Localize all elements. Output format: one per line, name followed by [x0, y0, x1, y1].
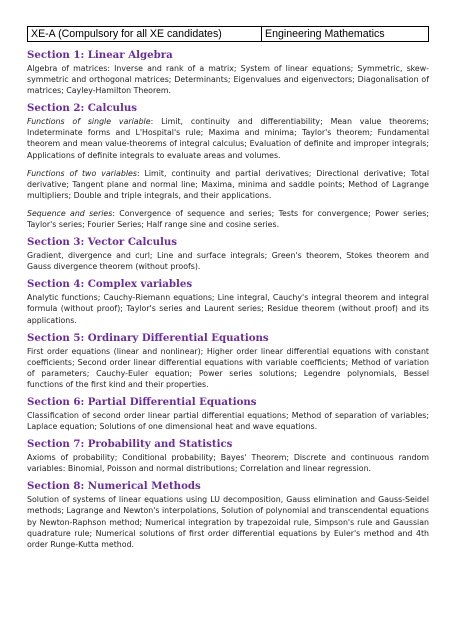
section-linear-algebra	[27, 48, 429, 96]
paragraph-text: : Limit, continuity and differentiability; Mean value theorems; Indeterminate forms and L'Hospital's rule; Maxima and minima; Taylor's theorem; Fundamental theorem and mean value-theorems of integral calculus; Evaluation of definite and improper integrals; Applications of definite integrals to evaluate areas and volumes.	[27, 117, 430, 160]
section-paragraph	[27, 410, 429, 432]
section-paragraph	[27, 346, 429, 390]
section-paragraph	[27, 250, 429, 272]
section-numerical-methods	[27, 479, 429, 549]
section-paragraph	[27, 168, 429, 201]
section-paragraph	[27, 292, 429, 325]
section-paragraph	[27, 116, 429, 160]
section-title: Section 3: Vector Calculus	[27, 236, 178, 249]
section-title: Section 1: Linear Algebra	[27, 49, 173, 61]
paragraph-lead: Functions of two variables	[27, 168, 137, 178]
paragraph-lead: Sequence and series	[27, 208, 113, 218]
section-paragraph	[27, 494, 429, 549]
paragraph-text: First order equations (linear and nonlinear); Higher order linear differential equations with constant coefficients; Second order linear differential equations with variable coefficients; Method of variation of parameters; Cauchy-Euler equation; Power series solutions; Legendre polynomials, Bessel functions of the first kind and their properties.	[27, 346, 429, 389]
paragraph-text: Analytic functions; Cauchy-Riemann equations; Line integral, Cauchy's integral theorem and integral formula (without proof); Taylor's series and Laurent series; Residue theorem (without proof) and its applications.	[27, 293, 429, 325]
section-vector-calculus	[27, 235, 429, 272]
section-title: Section 2: Calculus	[27, 102, 137, 115]
section-paragraph	[27, 452, 429, 474]
paragraph-text: : Limit, continuity and partial derivatives; Directional derivative; Total derivative; Tangent plane and normal line; Maxima, minima and saddle points; Method of Lagrange multipliers; Double and triple integrals, and their applications.	[27, 168, 429, 200]
section-title: Section 5: Ordinary Differential Equations	[27, 331, 269, 344]
paragraph-text: : Convergence of sequence and series; Tests for convergence; Power series; Taylor's series; Fourier Series; Half range sine and cosine series.	[27, 208, 429, 230]
header-paper-code: XE-A (Compulsory for all XE candidates)	[28, 27, 262, 41]
paragraph-text: Solution of systems of linear equations using LU decomposition, Gauss elimination and Gauss-Seidel methods; Lagrange and Newton's interpolations, Solution of polynomial and transcendental equations by Newton-Raphson method; Numerical integration by trapezoidal rule, Simpson's rule and Gaussian quadrature rule; Numerical solutions of first order differential equations by Euler's method and 4th order Runge-Kutta method.	[27, 495, 429, 549]
header-table	[27, 26, 429, 42]
section-complex-variables	[27, 277, 429, 325]
section-paragraph	[27, 208, 429, 230]
paragraph-text: Algebra of matrices: Inverse and rank of a matrix; System of linear equations; Symmetric, skew-symmetric and orthogonal matrices; Determinants; Eigenvalues and eigenvectors; Diagonalisation of matrices; Cayley-Hamilton Theorem.	[27, 64, 429, 96]
section-partial-differential-equations	[27, 395, 429, 432]
paragraph-text: Classification of second order linear partial differential equations; Method of separation of variables; Laplace equation; Solutions of one dimensional heat and wave equations.	[27, 410, 429, 432]
paragraph-lead: Functions of single variable	[27, 117, 151, 127]
section-title: Section 6: Partial Differential Equations	[27, 395, 257, 408]
section-title: Section 4: Complex variables	[27, 278, 193, 291]
section-probability-statistics	[27, 437, 429, 474]
section-paragraph	[27, 63, 429, 96]
section-title: Section 8: Numerical Methods	[27, 480, 201, 493]
section-ordinary-differential-equations	[27, 331, 429, 390]
section-title: Section 7: Probability and Statistics	[27, 438, 233, 451]
paragraph-text: Axioms of probability; Conditional probability; Bayes' Theorem; Discrete and continuous random variables: Binomial, Poisson and normal distributions; Correlation and linear regression.	[27, 453, 429, 474]
section-calculus	[27, 101, 429, 230]
header-subject: Engineering Mathematics	[265, 28, 385, 40]
paragraph-text: Gradient, divergence and curl; Line and surface integrals; Green's theorem, Stokes theorem and Gauss divergence theorem (without proofs).	[27, 251, 429, 272]
